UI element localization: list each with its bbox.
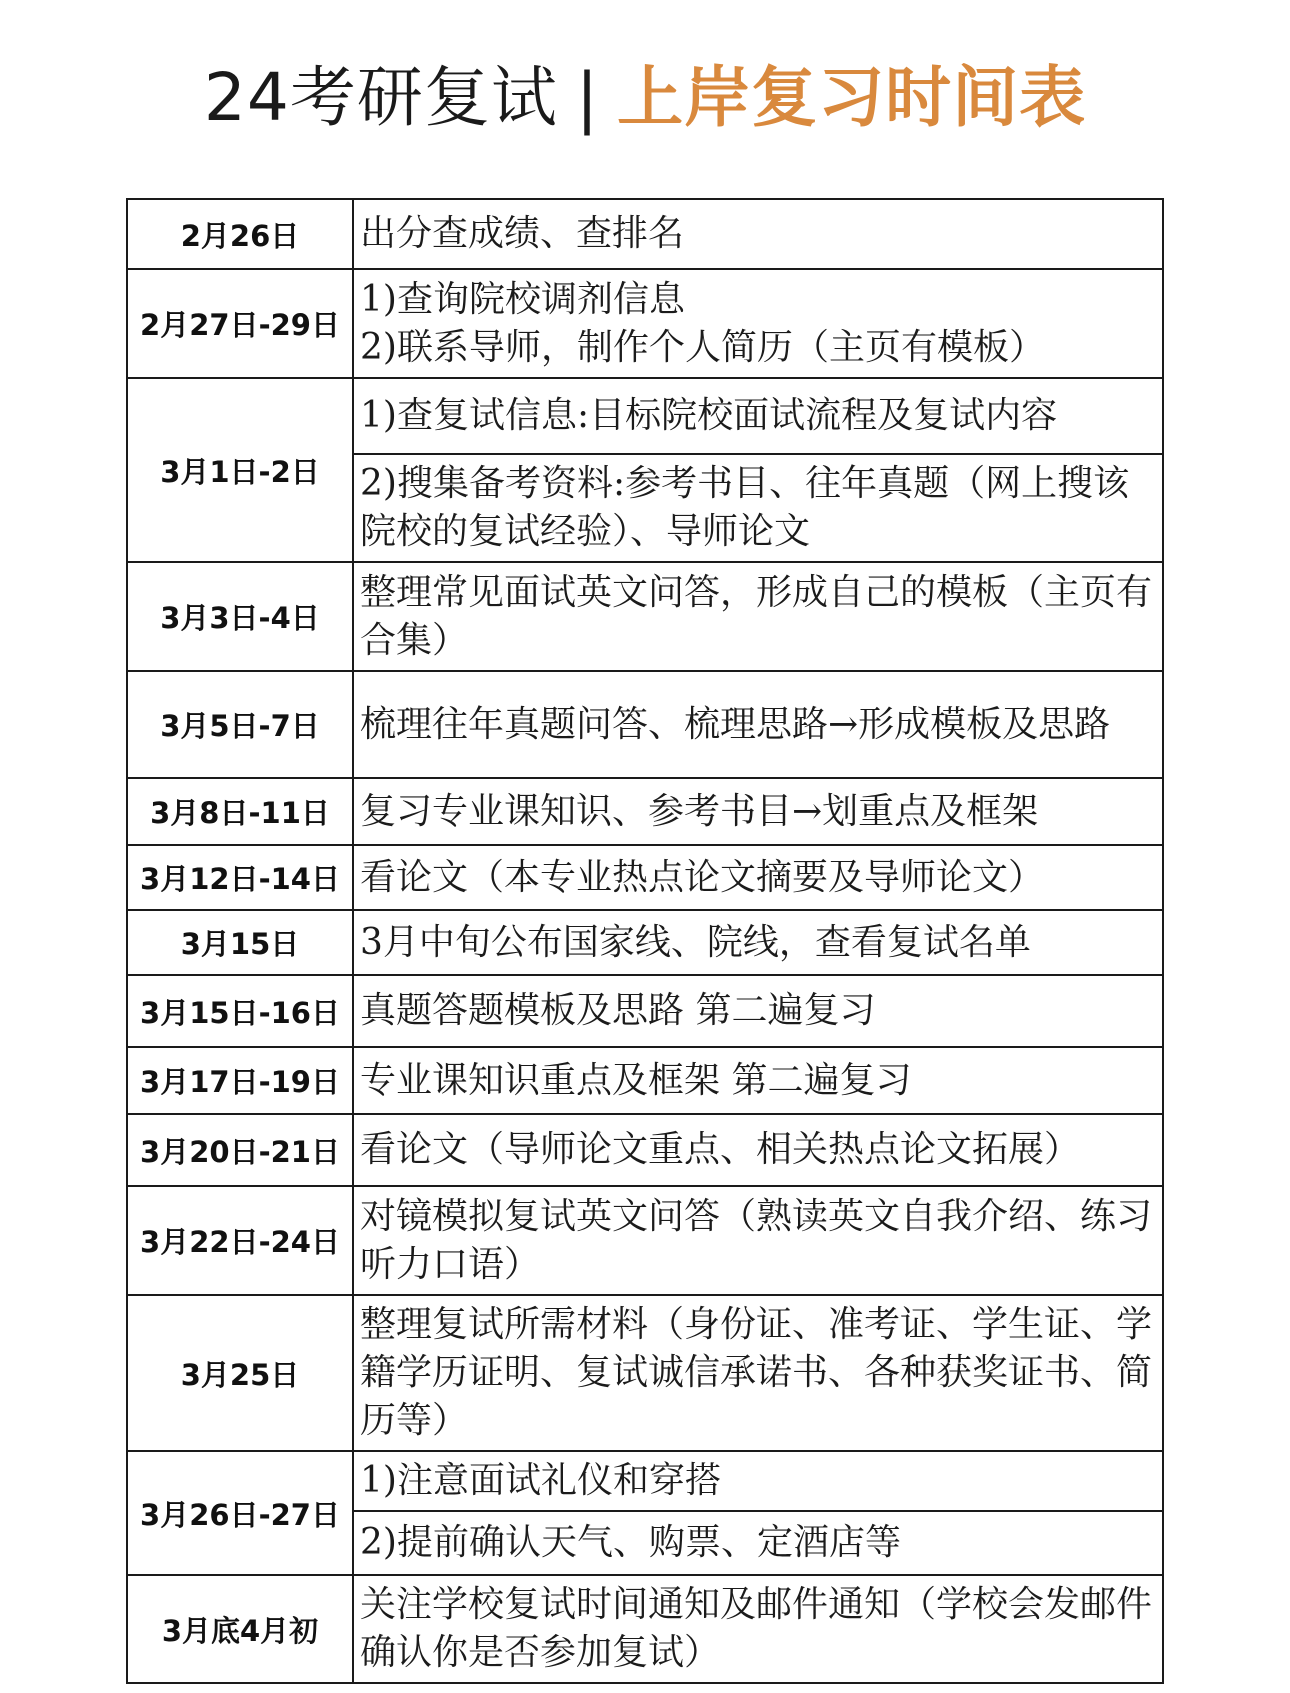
schedule-row (127, 562, 1163, 671)
task-cell: 真题答题模板及思路 第二遍复习 (353, 975, 1163, 1047)
schedule-row (127, 378, 1163, 454)
task-cell: 整理复试所需材料（身份证、准考证、学生证、学籍学历证明、复试诚信承诺书、各种获奖证书、简历等） (353, 1295, 1163, 1451)
task-cell: 看论文（本专业热点论文摘要及导师论文） (353, 845, 1163, 910)
schedule-row (127, 199, 1163, 269)
task-cell: 专业课知识重点及框架 第二遍复习 (353, 1047, 1163, 1114)
task-cell: 复习专业课知识、参考书目→划重点及框架 (353, 778, 1163, 845)
schedule-row (127, 1451, 1163, 1511)
schedule-row (127, 1186, 1163, 1295)
page-title (0, 58, 1290, 138)
date-cell: 3月15日-16日 (127, 975, 353, 1047)
date-cell: 3月25日 (127, 1295, 353, 1451)
task-cell: 看论文（导师论文重点、相关热点论文拓展） (353, 1114, 1163, 1186)
date-cell: 3月8日-11日 (127, 778, 353, 845)
date-cell: 3月3日-4日 (127, 562, 353, 671)
schedule-table (126, 198, 1164, 1684)
title-highlight: 上岸复习时间表 (617, 59, 1087, 136)
task-cell: 2)搜集备考资料:参考书目、往年真题（网上搜该院校的复试经验）、导师论文 (353, 454, 1163, 562)
date-cell: 2月27日-29日 (127, 269, 353, 378)
task-cell: 关注学校复试时间通知及邮件通知（学校会发邮件确认你是否参加复试） (353, 1575, 1163, 1683)
schedule-row (127, 910, 1163, 975)
date-cell: 3月17日-19日 (127, 1047, 353, 1114)
date-cell: 3月底4月初 (127, 1575, 353, 1683)
date-cell: 3月20日-21日 (127, 1114, 353, 1186)
task-cell: 梳理往年真题问答、梳理思路→形成模板及思路 (353, 671, 1163, 778)
schedule-row (127, 1047, 1163, 1114)
schedule-row (127, 845, 1163, 910)
schedule-row (127, 1114, 1163, 1186)
task-cell: 1)注意面试礼仪和穿搭 (353, 1451, 1163, 1511)
task-cell: 1)查询院校调剂信息 2)联系导师，制作个人简历（主页有模板） (353, 269, 1163, 378)
schedule-row (127, 1575, 1163, 1683)
date-cell: 2月26日 (127, 199, 353, 269)
task-cell: 对镜模拟复试英文问答（熟读英文自我介绍、练习听力口语） (353, 1186, 1163, 1295)
schedule-row (127, 671, 1163, 778)
date-cell: 3月12日-14日 (127, 845, 353, 910)
task-cell: 出分查成绩、查排名 (353, 199, 1163, 269)
task-cell: 2)提前确认天气、购票、定酒店等 (353, 1511, 1163, 1575)
date-cell: 3月26日-27日 (127, 1451, 353, 1575)
schedule-row (127, 1295, 1163, 1451)
task-cell: 1)查复试信息:目标院校面试流程及复试内容 (353, 378, 1163, 454)
task-cell: 整理常见面试英文问答，形成自己的模板（主页有合集） (353, 562, 1163, 671)
date-cell: 3月1日-2日 (127, 378, 353, 562)
date-cell: 3月5日-7日 (127, 671, 353, 778)
date-cell: 3月22日-24日 (127, 1186, 353, 1295)
schedule-row (127, 778, 1163, 845)
schedule-body (127, 199, 1163, 1683)
date-cell: 3月15日 (127, 910, 353, 975)
title-separator: | (575, 59, 600, 136)
task-cell: 3月中旬公布国家线、院线，查看复试名单 (353, 910, 1163, 975)
schedule-row (127, 269, 1163, 378)
title-main: 24考研复试 (203, 59, 558, 136)
schedule-row (127, 975, 1163, 1047)
